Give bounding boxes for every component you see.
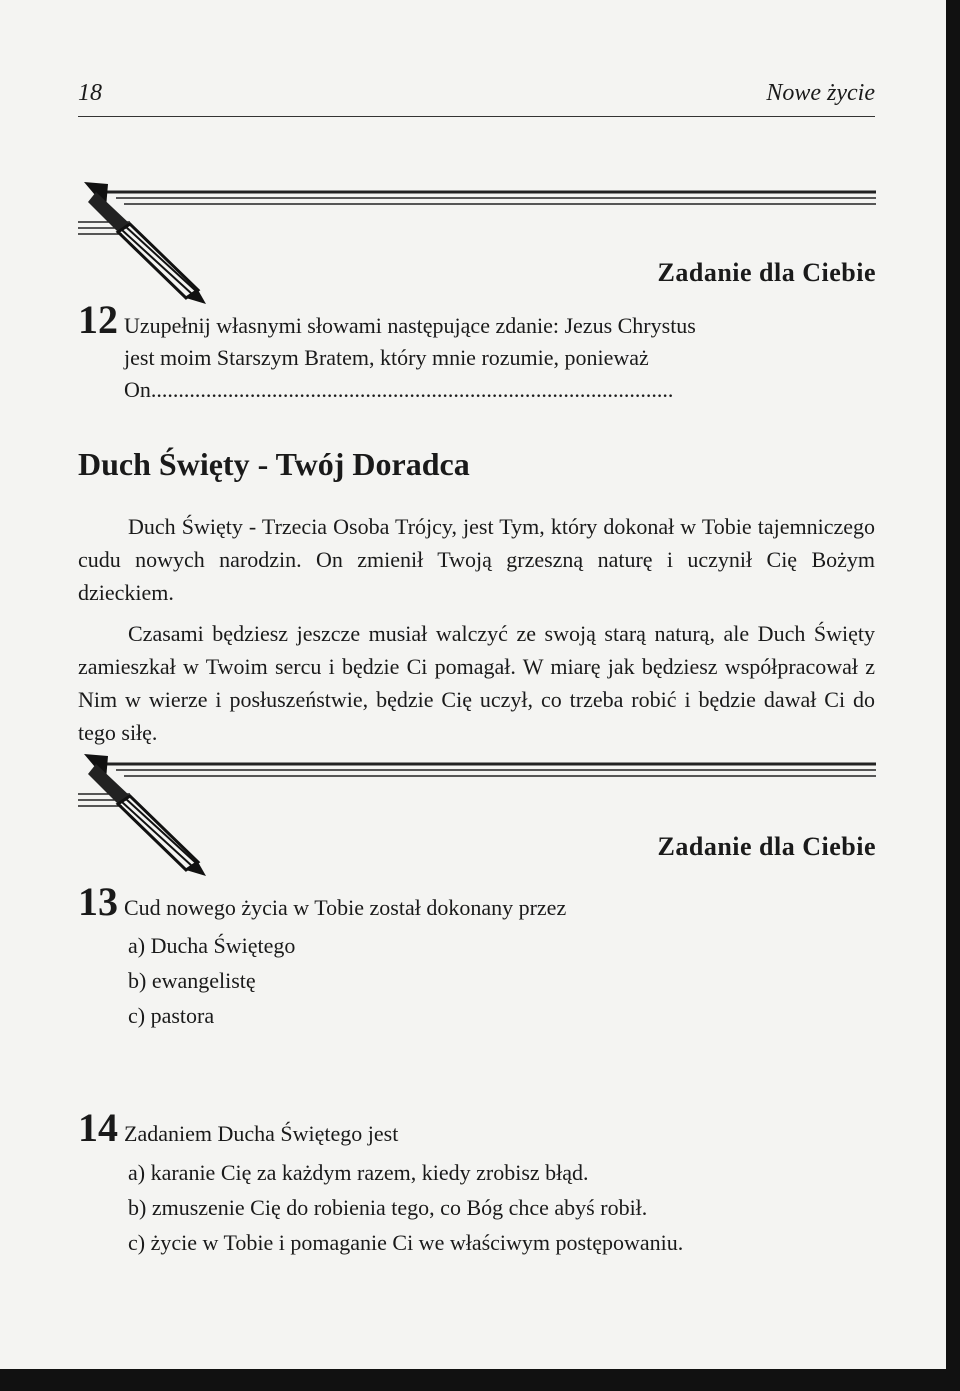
option-a: a) karanie Cię za każdym razem, kiedy zrobisz błąd. bbox=[128, 1160, 589, 1185]
task-13 bbox=[78, 879, 878, 924]
task-14-options bbox=[128, 1155, 683, 1261]
task-13-options bbox=[128, 928, 295, 1034]
task-number: 13 bbox=[78, 879, 118, 924]
page-number: 18 bbox=[78, 80, 102, 106]
task-13-question: Cud nowego życia w Tobie został dokonany przez bbox=[124, 895, 567, 920]
paragraph-2: Czasami będziesz jeszcze musiał walczyć ze swoją starą naturą, ale Duch Święty zamieszkał w Twoim sercu i będzie Ci pomagał. W miarę jak będziesz współpracował z Nim w wierze i posłuszeństwie, będzie Cię uczył, co trzeba robić i będzie dawał Ci do tego siłę. bbox=[78, 621, 875, 745]
task-12-line1 bbox=[78, 297, 878, 342]
task-14 bbox=[78, 1105, 878, 1150]
task-label: Zadanie dla Ciebie bbox=[657, 832, 876, 861]
task-14-question-line bbox=[78, 1105, 878, 1150]
task-banner bbox=[78, 178, 878, 288]
task-12-answer-line: On............................................................................................... bbox=[124, 376, 674, 402]
scan-border-right bbox=[946, 0, 960, 1391]
option-c: c) życie w Tobie i pomaganie Ci we właściwym postępowaniu. bbox=[128, 1230, 684, 1256]
task-label: Zadanie dla Ciebie bbox=[657, 258, 876, 287]
task-12-text: Uzupełnij własnymi słowami następujące zdanie: Jezus Chrystus bbox=[124, 313, 696, 338]
task-number: 12 bbox=[78, 297, 118, 342]
task-13-question-line bbox=[78, 879, 878, 924]
pencil-icon bbox=[78, 750, 218, 880]
task-12-line2: jest moim Starszym Bratem, który mnie rozumie, ponieważ bbox=[124, 344, 649, 370]
option-b: b) ewangelistę bbox=[128, 968, 256, 994]
task-14-question: Zadaniem Ducha Świętego jest bbox=[124, 1121, 399, 1146]
running-title: Nowe życie bbox=[766, 80, 875, 106]
paragraph-1: Duch Święty - Trzecia Osoba Trójcy, jest Tym, który dokonał w Tobie tajemniczego cudu nowych narodzin. On zmienił Twoją grzeszną naturę i uczynił Cię Bożym dzieckiem. bbox=[78, 514, 875, 605]
pencil-icon bbox=[78, 178, 218, 308]
task-number: 14 bbox=[78, 1105, 118, 1150]
task-banner bbox=[78, 750, 878, 860]
option-a: a) Ducha Świętego bbox=[128, 933, 296, 958]
scan-border-bottom bbox=[0, 1369, 960, 1391]
section-heading: Duch Święty - Twój Doradca bbox=[78, 446, 470, 482]
running-head bbox=[78, 80, 875, 117]
task-12 bbox=[78, 297, 878, 406]
option-c: c) pastora bbox=[128, 1003, 215, 1029]
option-b: b) zmuszenie Cię do robienia tego, co Bóg chce abyś robił. bbox=[128, 1195, 648, 1221]
